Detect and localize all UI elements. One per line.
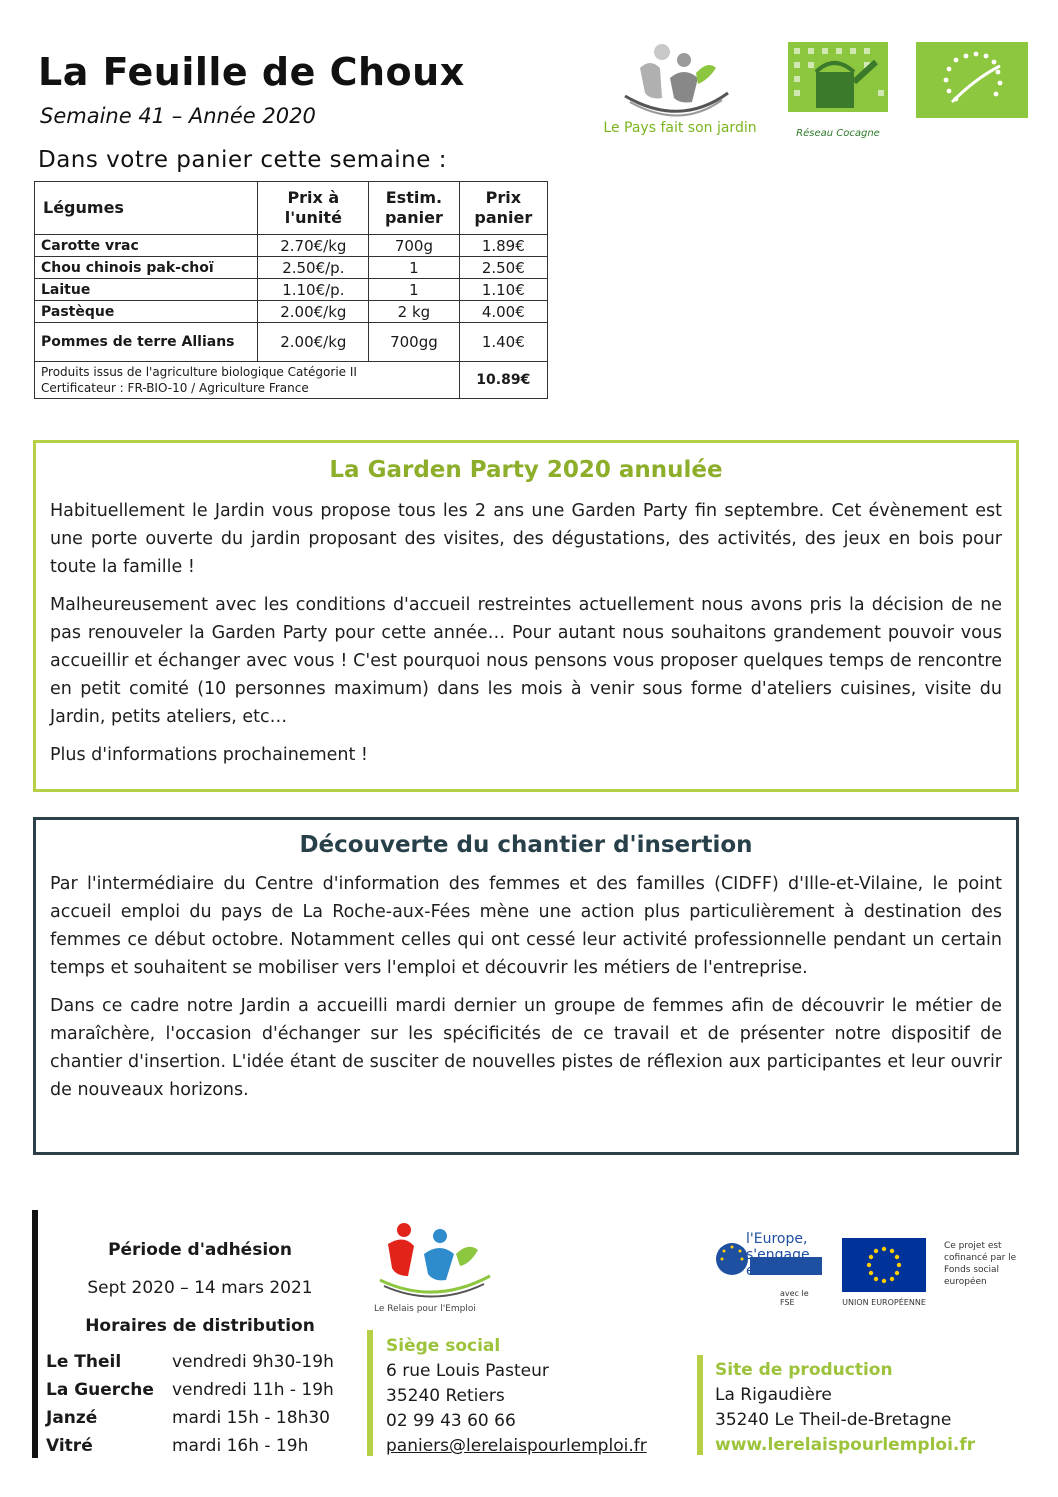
periode-value: Sept 2020 – 14 mars 2021	[87, 1278, 313, 1298]
union-europeenne-flag	[842, 1238, 926, 1306]
veg-name: Laitue	[35, 279, 258, 301]
week-subtitle: Semaine 41 – Année 2020	[40, 104, 316, 128]
reseau-logo-label: Réseau Cocagne	[796, 128, 880, 139]
bio-certification-line1: Produits issus de l'agriculture biologique Catégorie II	[41, 365, 357, 379]
veg-name: Pastèque	[35, 301, 258, 323]
table-row	[35, 301, 548, 323]
veg-estim: 1	[369, 257, 459, 279]
reseau-cocagne-logo	[788, 42, 888, 142]
schedule-town: Vitré	[46, 1436, 93, 1456]
siege-divider	[367, 1330, 373, 1456]
fse-cofinance-note: Ce projet est cofinancé par le Fonds social européen	[944, 1241, 1017, 1287]
schedule-time: vendredi 11h - 19h	[172, 1380, 334, 1400]
schedule-row	[46, 1376, 334, 1404]
veg-estim: 1	[369, 279, 459, 301]
siege-social-block	[386, 1334, 647, 1459]
col-header-price: Prix panier	[459, 182, 547, 235]
table-row	[35, 323, 548, 362]
veg-unit-price: 1.10€/p.	[258, 279, 369, 301]
europe-logo-label: l'Europe, s'engage en France	[746, 1231, 815, 1279]
europe-sengage-logo	[706, 1231, 824, 1307]
veg-estim: 2 kg	[369, 301, 459, 323]
siege-label: Siège social	[386, 1336, 501, 1356]
footer-left-divider	[32, 1210, 38, 1458]
garden-party-title: La Garden Party 2020 annulée	[329, 457, 723, 483]
table-footer-row	[35, 362, 548, 399]
page-title: La Feuille de Choux	[38, 50, 465, 94]
siege-street: 6 rue Louis Pasteur	[386, 1361, 549, 1381]
schedule-time: vendredi 9h30-19h	[172, 1352, 334, 1372]
veg-price: 1.10€	[459, 279, 547, 301]
col-header-estim: Estim. panier	[369, 182, 459, 235]
col-header-unit-price: Prix à l'unité	[258, 182, 369, 235]
veg-unit-price: 2.00€/kg	[258, 301, 369, 323]
table-header-row	[35, 182, 548, 235]
insertion-paragraph: Dans ce cadre notre Jardin a accueilli mardi dernier un groupe de femmes afin de découvrir le métier de maraîchère, l'occasion d'échanger sur les spécificités de ce travail et de présenter notre dispositif de chantier d'insertion. L'idée étant de susciter de nouvelles pistes de réflexion aux participantes et leur ouvrir de nouveaux horizons.	[50, 996, 1002, 1100]
garden-party-paragraph: Malheureusement avec les conditions d'accueil restreintes actuellement nous avons pris la décision de ne pas renouveler la Garden Party pour cette année… Pour autant nous souhaitons grandement pouvoir vous accueillir et échanger avec vous ! C'est pourquoi nous pensons vous proposer quelques temps de rencontre en petit comité (10 personnes maximum) dans les mois à venir sous forme d'ateliers cuisines, visite du Jardin, petits ateliers, etc…	[50, 595, 1002, 727]
veg-unit-price: 2.70€/kg	[258, 235, 369, 257]
garden-party-paragraph: Habituellement le Jardin vous propose tous les 2 ans une Garden Party fin septembre. Cet évènement est une porte ouverte du jardin proposant des visites, des dégustations, des activités, des jeux en bois pour toute la famille !	[50, 501, 1002, 577]
table-row	[35, 235, 548, 257]
veg-price: 1.89€	[459, 235, 547, 257]
production-label: Site de production	[715, 1360, 893, 1380]
siege-phone: 02 99 43 60 66	[386, 1411, 516, 1431]
schedule-row	[46, 1432, 334, 1460]
veg-name: Chou chinois pak-choï	[35, 257, 258, 279]
pays-logo-label: Le Pays fait son jardin	[603, 120, 757, 136]
table-row	[35, 257, 548, 279]
schedule-time: mardi 15h - 18h30	[172, 1408, 330, 1428]
veg-estim: 700g	[369, 235, 459, 257]
schedule-row	[46, 1348, 334, 1376]
veg-price: 1.40€	[459, 323, 547, 362]
insertion-paragraph: Par l'intermédiaire du Centre d'information des femmes et des familles (CIDFF) d'Ille-et-Vilaine, le point accueil emploi du pays de La Roche-aux-Fées mène une action plus particulièrement à destination des femmes ce début octobre. Notamment celles qui ont cessé leur activité professionnelle pendant un certain temps et souhaitent se mobiliser vers l'emploi et découvrir les métiers de l'entreprise.	[50, 874, 1002, 978]
production-site-block	[715, 1358, 975, 1458]
bio-certification	[35, 362, 460, 399]
relais-logo-label: Le Relais pour l'Emploi	[374, 1304, 476, 1314]
veg-estim: 700gg	[369, 323, 459, 362]
insertion-section	[33, 817, 1019, 1155]
panier-heading: Dans votre panier cette semaine :	[38, 147, 447, 173]
horaires-title: Horaires de distribution	[85, 1316, 315, 1336]
distribution-schedule	[46, 1348, 334, 1460]
veg-unit-price: 2.00€/kg	[258, 323, 369, 362]
schedule-row	[46, 1404, 334, 1432]
ue-label: UNION EUROPÉENNE	[842, 1298, 926, 1307]
europe-logo-sub: avec le FSE	[780, 1289, 809, 1307]
garden-party-paragraph: Plus d'informations prochainement !	[50, 745, 368, 765]
veg-name: Carotte vrac	[35, 235, 258, 257]
schedule-town: La Guerche	[46, 1380, 154, 1400]
veg-unit-price: 2.50€/p.	[258, 257, 369, 279]
production-city: 35240 Le Theil-de-Bretagne	[715, 1410, 952, 1430]
vegetable-table	[34, 181, 548, 399]
bio-certification-line2: Certificateur : FR-BIO-10 / Agriculture France	[41, 381, 309, 395]
relais-pour-emploi-logo	[374, 1220, 510, 1325]
col-header-legumes: Légumes	[35, 182, 258, 235]
periode-title: Période d'adhésion	[108, 1240, 292, 1260]
basket-total: 10.89€	[459, 362, 547, 399]
schedule-town: Le Theil	[46, 1352, 122, 1372]
siege-city: 35240 Retiers	[386, 1386, 505, 1406]
garden-party-section	[33, 440, 1019, 792]
veg-name: Pommes de terre Allians	[35, 323, 258, 362]
production-divider	[697, 1355, 703, 1455]
eu-organic-logo	[916, 42, 1028, 118]
website-link[interactable]: www.lerelaispourlemploi.fr	[715, 1435, 976, 1455]
pays-fait-son-jardin-logo	[600, 38, 760, 143]
table-row	[35, 279, 548, 301]
siege-email-link[interactable]: paniers@lerelaispourlemploi.fr	[386, 1436, 647, 1456]
schedule-town: Janzé	[46, 1408, 98, 1428]
schedule-time: mardi 16h - 19h	[172, 1436, 309, 1456]
veg-price: 2.50€	[459, 257, 547, 279]
veg-price: 4.00€	[459, 301, 547, 323]
production-place: La Rigaudière	[715, 1385, 832, 1405]
insertion-title: Découverte du chantier d'insertion	[299, 832, 753, 858]
